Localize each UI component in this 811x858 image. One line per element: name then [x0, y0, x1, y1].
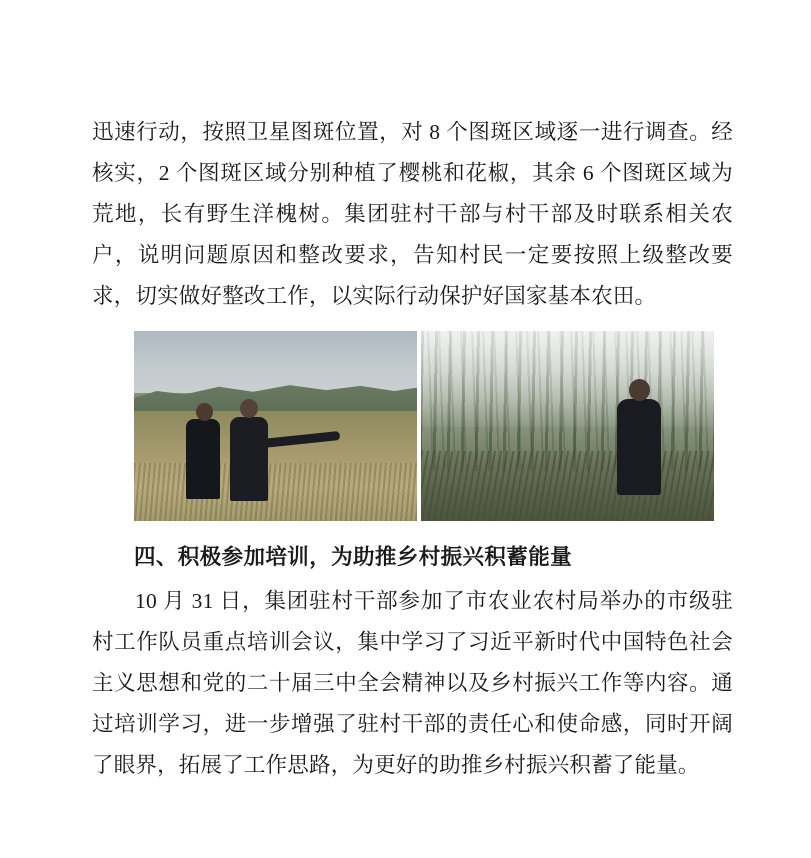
photo-field-inspection	[134, 331, 417, 521]
photo-person-left	[186, 419, 220, 499]
photo-figure-row	[134, 331, 714, 521]
photo-person-left-head	[196, 403, 213, 421]
photo-grass	[134, 463, 417, 521]
photo-sky	[134, 331, 417, 393]
photo-person-center-head	[240, 399, 258, 418]
photo-person-right-head	[629, 379, 650, 401]
section-heading-four: 四、积极参加培训，为助推乡村振兴积蓄能量	[134, 545, 573, 569]
photo-person-center	[230, 417, 268, 501]
photo-forest-inspection	[421, 331, 714, 521]
photo-fog	[421, 331, 714, 427]
paragraph-training: 10 月 31 日，集团驻村干部参加了市农业农村局举办的市级驻村工作队员重点培训会议，集中学习了习近平新时代中国特色社会主义思想和党的二十届三中全会精神以及乡村振兴工作等内容。通过培训学习，进一步增强了驻村干部的责任心和使命感，同时开阔了眼界，拓展了工作思路，为更好的助推乡村振兴积蓄了能量。	[92, 589, 733, 777]
paragraph-investigation: 迅速行动，按照卫星图斑位置，对 8 个图斑区域逐一进行调查。经核实，2 个图斑区域分别种植了樱桃和花椒，其余 6 个图斑区域为荒地，长有野生洋槐树。集团驻村干部与村干部及时联系相关农户，说明问题原因和整改要求，告知村民一定要按照上级整改要求，切实做好整改工作，以实际行动保护好国家基本农田。	[92, 120, 733, 308]
photo-brush	[421, 451, 714, 521]
photo-person-right	[617, 399, 661, 495]
